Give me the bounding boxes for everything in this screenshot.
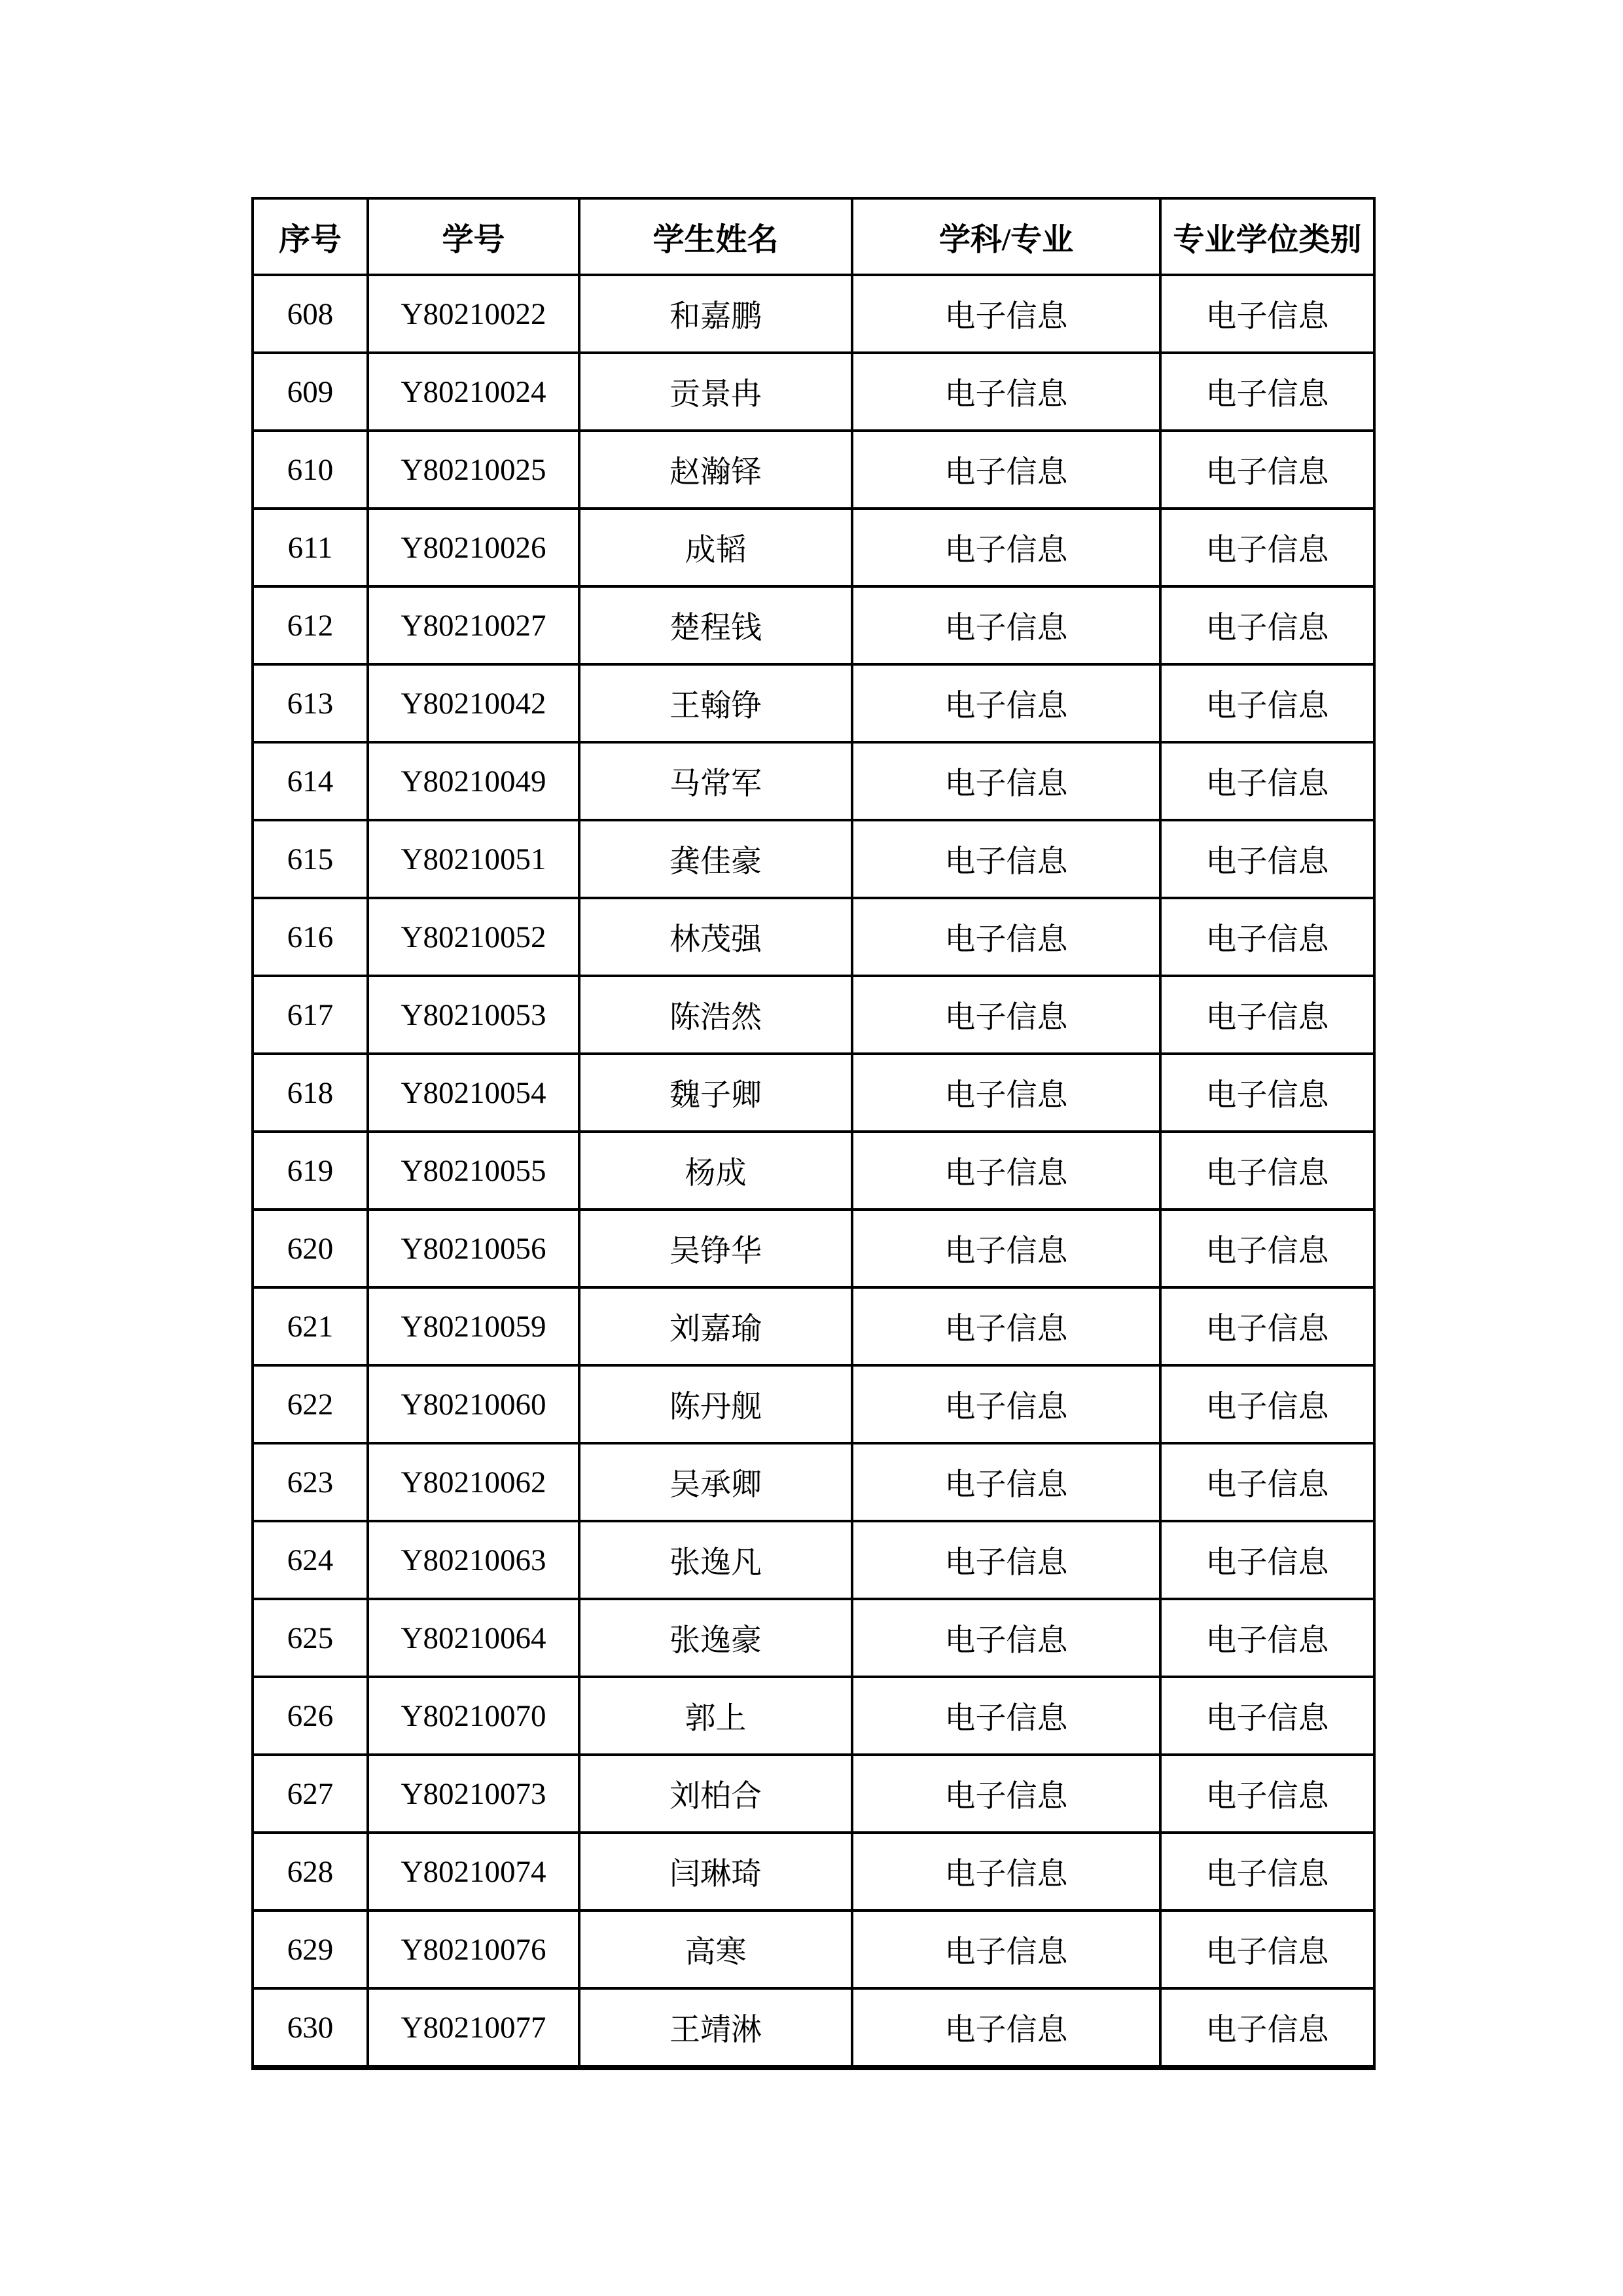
- table-row: [253, 1833, 1374, 1910]
- cell-student-name: 张逸凡: [579, 1521, 852, 1599]
- cell-student-id: Y80210024: [368, 353, 579, 431]
- cell-student-name: 和嘉鹏: [579, 275, 852, 353]
- cell-major: 电子信息: [852, 1287, 1160, 1365]
- cell-degree-category: 电子信息: [1160, 742, 1374, 820]
- table-row: [253, 1132, 1374, 1210]
- cell-major: 电子信息: [852, 1755, 1160, 1833]
- cell-student-id: Y80210049: [368, 742, 579, 820]
- cell-serial: 612: [253, 586, 368, 664]
- cell-student-id: Y80210022: [368, 275, 579, 353]
- table-row: [253, 1287, 1374, 1365]
- cell-student-id: Y80210056: [368, 1210, 579, 1287]
- table-row: [253, 353, 1374, 431]
- cell-major: 电子信息: [852, 586, 1160, 664]
- cell-degree-category: 电子信息: [1160, 664, 1374, 742]
- cell-student-id: Y80210064: [368, 1599, 579, 1677]
- cell-student-name: 高寒: [579, 1910, 852, 1988]
- cell-major: 电子信息: [852, 1521, 1160, 1599]
- cell-student-id: Y80210059: [368, 1287, 579, 1365]
- cell-student-name: 吴承卿: [579, 1443, 852, 1521]
- cell-major: 电子信息: [852, 509, 1160, 586]
- cell-student-name: 陈丹舰: [579, 1365, 852, 1443]
- cell-serial: 613: [253, 664, 368, 742]
- cell-major: 电子信息: [852, 1054, 1160, 1132]
- cell-serial: 620: [253, 1210, 368, 1287]
- table-row: [253, 742, 1374, 820]
- cell-serial: 619: [253, 1132, 368, 1210]
- cell-student-name: 马常军: [579, 742, 852, 820]
- cell-student-id: Y80210027: [368, 586, 579, 664]
- cell-degree-category: 电子信息: [1160, 976, 1374, 1054]
- cell-student-id: Y80210063: [368, 1521, 579, 1599]
- cell-serial: 624: [253, 1521, 368, 1599]
- cell-major: 电子信息: [852, 742, 1160, 820]
- table-row: [253, 431, 1374, 509]
- cell-student-name: 楚程钱: [579, 586, 852, 664]
- table-row: [253, 1443, 1374, 1521]
- cell-major: 电子信息: [852, 664, 1160, 742]
- table-row: [253, 820, 1374, 898]
- cell-serial: 618: [253, 1054, 368, 1132]
- table-row: [253, 1210, 1374, 1287]
- column-header-student-name: 学生姓名: [579, 198, 852, 275]
- cell-serial: 609: [253, 353, 368, 431]
- cell-major: 电子信息: [852, 1210, 1160, 1287]
- table-row: [253, 898, 1374, 976]
- cell-degree-category: 电子信息: [1160, 898, 1374, 976]
- cell-serial: 629: [253, 1910, 368, 1988]
- cell-degree-category: 电子信息: [1160, 1833, 1374, 1910]
- cell-degree-category: 电子信息: [1160, 509, 1374, 586]
- cell-degree-category: 电子信息: [1160, 820, 1374, 898]
- cell-degree-category: 电子信息: [1160, 1755, 1374, 1833]
- cell-student-name: 王靖淋: [579, 1988, 852, 2068]
- table-row: [253, 1988, 1374, 2068]
- cell-major: 电子信息: [852, 1677, 1160, 1755]
- cell-student-name: 吴铮华: [579, 1210, 852, 1287]
- cell-serial: 616: [253, 898, 368, 976]
- table-row: [253, 1521, 1374, 1599]
- student-roster-body: [253, 275, 1374, 2068]
- table-row: [253, 1910, 1374, 1988]
- cell-major: 电子信息: [852, 353, 1160, 431]
- cell-serial: 626: [253, 1677, 368, 1755]
- cell-student-name: 杨成: [579, 1132, 852, 1210]
- cell-serial: 611: [253, 509, 368, 586]
- cell-student-id: Y80210051: [368, 820, 579, 898]
- column-header-serial: 序号: [253, 198, 368, 275]
- table-row: [253, 1755, 1374, 1833]
- cell-student-name: 闫琳琦: [579, 1833, 852, 1910]
- header-row: [253, 198, 1374, 275]
- cell-degree-category: 电子信息: [1160, 1910, 1374, 1988]
- cell-major: 电子信息: [852, 275, 1160, 353]
- cell-student-id: Y80210077: [368, 1988, 579, 2068]
- cell-major: 电子信息: [852, 1988, 1160, 2068]
- cell-student-id: Y80210074: [368, 1833, 579, 1910]
- cell-serial: 615: [253, 820, 368, 898]
- cell-degree-category: 电子信息: [1160, 586, 1374, 664]
- cell-student-name: 赵瀚铎: [579, 431, 852, 509]
- cell-student-name: 刘柏合: [579, 1755, 852, 1833]
- cell-serial: 617: [253, 976, 368, 1054]
- cell-major: 电子信息: [852, 1833, 1160, 1910]
- cell-major: 电子信息: [852, 1365, 1160, 1443]
- table-row: [253, 586, 1374, 664]
- cell-serial: 625: [253, 1599, 368, 1677]
- cell-degree-category: 电子信息: [1160, 1365, 1374, 1443]
- cell-student-name: 成韬: [579, 509, 852, 586]
- cell-degree-category: 电子信息: [1160, 1132, 1374, 1210]
- column-header-student-id: 学号: [368, 198, 579, 275]
- cell-major: 电子信息: [852, 1132, 1160, 1210]
- cell-degree-category: 电子信息: [1160, 1210, 1374, 1287]
- cell-degree-category: 电子信息: [1160, 431, 1374, 509]
- cell-student-id: Y80210062: [368, 1443, 579, 1521]
- cell-student-name: 郭上: [579, 1677, 852, 1755]
- cell-serial: 610: [253, 431, 368, 509]
- cell-major: 电子信息: [852, 976, 1160, 1054]
- column-header-degree-category: 专业学位类别: [1160, 198, 1374, 275]
- table-row: [253, 1599, 1374, 1677]
- table-row: [253, 1365, 1374, 1443]
- cell-student-name: 刘嘉瑜: [579, 1287, 852, 1365]
- cell-serial: 628: [253, 1833, 368, 1910]
- table-row: [253, 664, 1374, 742]
- cell-serial: 623: [253, 1443, 368, 1521]
- cell-student-id: Y80210042: [368, 664, 579, 742]
- cell-student-name: 贡景冉: [579, 353, 852, 431]
- cell-degree-category: 电子信息: [1160, 275, 1374, 353]
- cell-major: 电子信息: [852, 431, 1160, 509]
- cell-degree-category: 电子信息: [1160, 1988, 1374, 2068]
- cell-student-id: Y80210055: [368, 1132, 579, 1210]
- cell-serial: 630: [253, 1988, 368, 2068]
- cell-major: 电子信息: [852, 1910, 1160, 1988]
- table-row: [253, 1677, 1374, 1755]
- cell-degree-category: 电子信息: [1160, 1677, 1374, 1755]
- cell-student-name: 王翰铮: [579, 664, 852, 742]
- cell-student-id: Y80210026: [368, 509, 579, 586]
- cell-student-id: Y80210076: [368, 1910, 579, 1988]
- cell-serial: 608: [253, 275, 368, 353]
- cell-major: 电子信息: [852, 1599, 1160, 1677]
- cell-degree-category: 电子信息: [1160, 353, 1374, 431]
- table-row: [253, 275, 1374, 353]
- cell-major: 电子信息: [852, 1443, 1160, 1521]
- table-row: [253, 976, 1374, 1054]
- column-header-major: 学科/专业: [852, 198, 1160, 275]
- cell-student-name: 林茂强: [579, 898, 852, 976]
- cell-student-name: 陈浩然: [579, 976, 852, 1054]
- student-roster-table: [251, 197, 1376, 2070]
- cell-degree-category: 电子信息: [1160, 1054, 1374, 1132]
- cell-student-id: Y80210052: [368, 898, 579, 976]
- cell-degree-category: 电子信息: [1160, 1287, 1374, 1365]
- cell-student-id: Y80210053: [368, 976, 579, 1054]
- cell-serial: 614: [253, 742, 368, 820]
- table-row: [253, 1054, 1374, 1132]
- cell-serial: 621: [253, 1287, 368, 1365]
- cell-student-id: Y80210025: [368, 431, 579, 509]
- cell-degree-category: 电子信息: [1160, 1599, 1374, 1677]
- cell-student-id: Y80210073: [368, 1755, 579, 1833]
- cell-student-id: Y80210060: [368, 1365, 579, 1443]
- cell-student-id: Y80210054: [368, 1054, 579, 1132]
- cell-serial: 627: [253, 1755, 368, 1833]
- cell-student-name: 龚佳豪: [579, 820, 852, 898]
- cell-student-id: Y80210070: [368, 1677, 579, 1755]
- cell-student-name: 魏子卿: [579, 1054, 852, 1132]
- cell-major: 电子信息: [852, 898, 1160, 976]
- cell-major: 电子信息: [852, 820, 1160, 898]
- cell-student-name: 张逸豪: [579, 1599, 852, 1677]
- cell-degree-category: 电子信息: [1160, 1443, 1374, 1521]
- cell-serial: 622: [253, 1365, 368, 1443]
- table-row: [253, 509, 1374, 586]
- cell-degree-category: 电子信息: [1160, 1521, 1374, 1599]
